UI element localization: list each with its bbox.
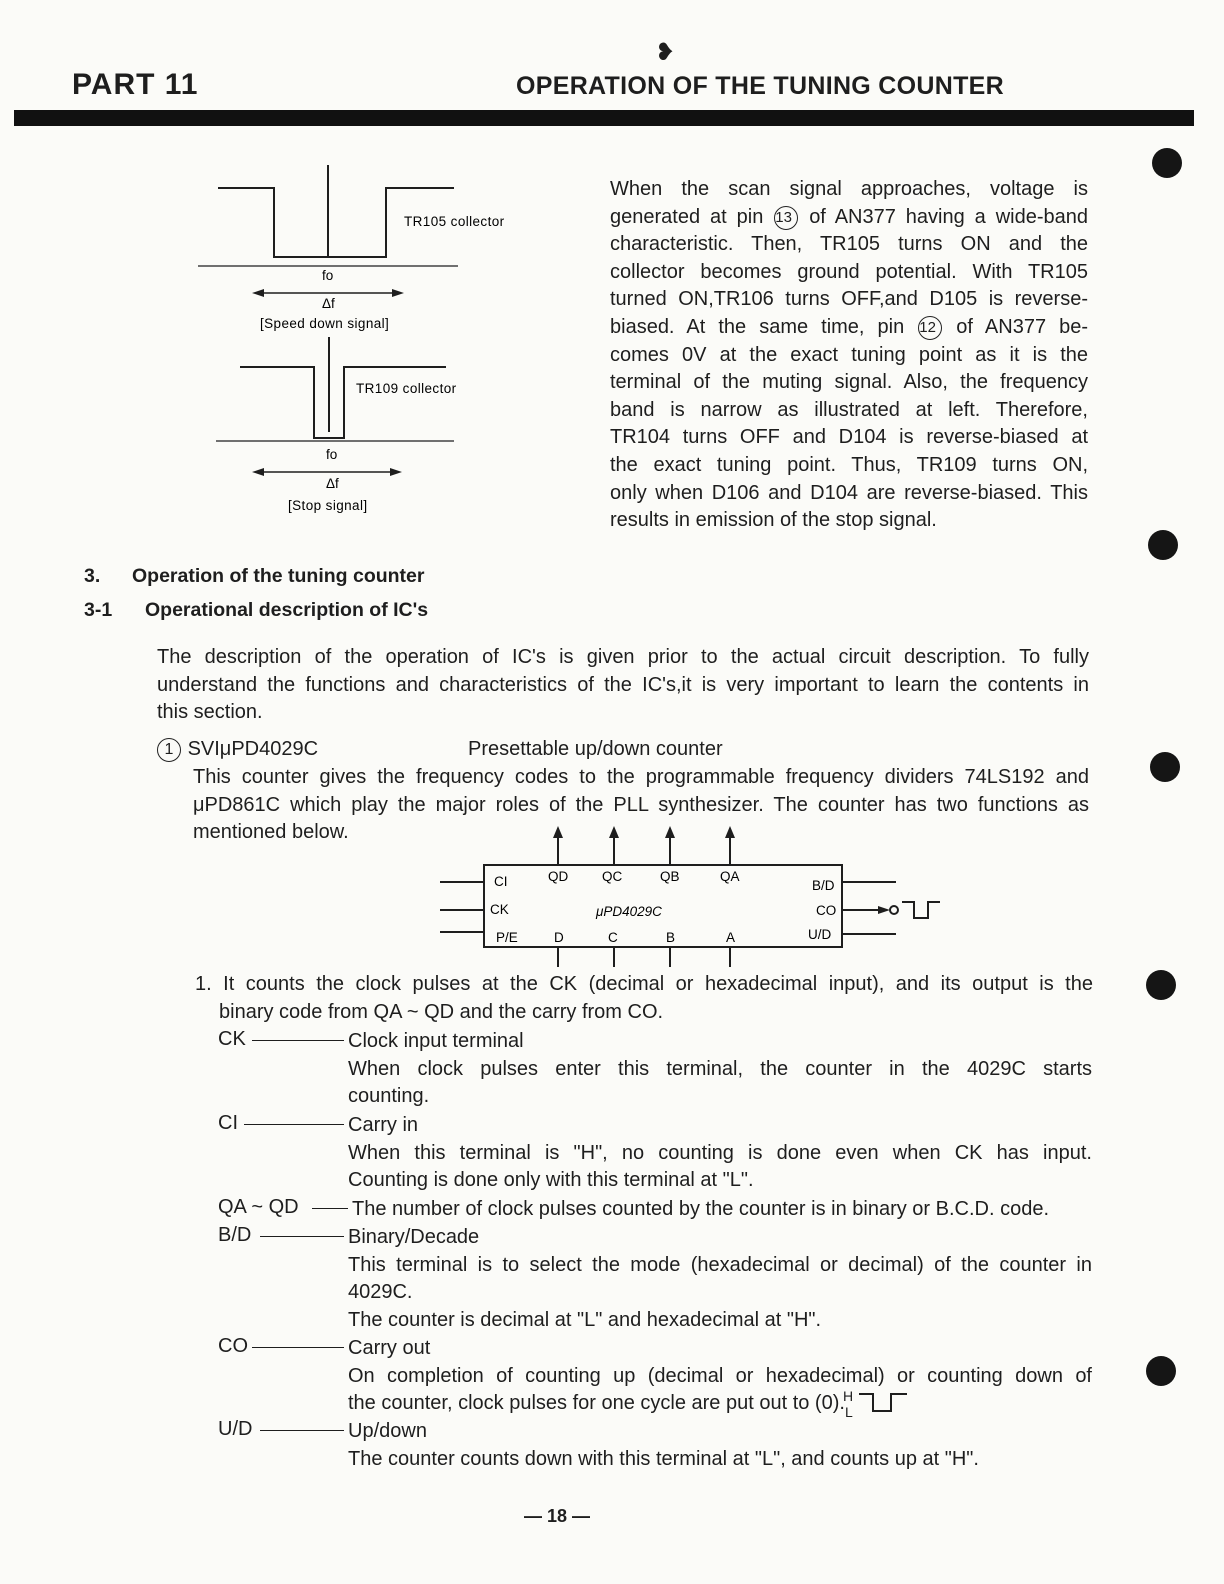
terminal-qa-qd-title: The number of clock pulses counted by the counter is in binary or B.C.D. code. xyxy=(352,1198,1050,1220)
terminal-ck-title: Clock input terminal xyxy=(348,1030,524,1052)
page-title: OPERATION OF THE TUNING COUNTER xyxy=(516,72,1004,100)
terminal-ud-title: Up/down xyxy=(348,1420,427,1442)
chip-diagram xyxy=(436,822,956,972)
function-1 xyxy=(195,971,1093,1026)
speed-caption: [Speed down signal] xyxy=(260,316,390,331)
waveform-diagrams xyxy=(190,160,530,520)
pin-label-qc: QC xyxy=(602,869,623,884)
ic-name: SVIμPD4029C xyxy=(187,738,319,760)
intro-line: terminal of the muting signal. Also, the frequency xyxy=(610,371,1088,394)
pin-label-pe: P/E xyxy=(496,930,518,945)
co-pulse-wave xyxy=(857,1391,917,1415)
top-mark: ❥ xyxy=(655,39,676,66)
terminal-co-line: the counter, clock pulses for one cycle are put out to (0). H L xyxy=(348,1390,1092,1418)
terminal-co-line: On completion of counting up (decimal or hexadecimal) or counting down of xyxy=(348,1364,1092,1387)
intro-line: turned ON,TR106 turns OFF,and D105 is reverse- xyxy=(610,288,1088,311)
terminal-ci-desc xyxy=(348,1112,1092,1195)
stop-delta-label: Δf xyxy=(326,476,339,491)
ic-description xyxy=(157,644,1089,727)
intro-line: When the scan signal approaches, voltage is xyxy=(610,178,1088,200)
terminal-co-leader xyxy=(252,1347,344,1348)
section-3-1-number: 3-1 xyxy=(84,599,113,621)
co-output-pulse xyxy=(902,902,940,918)
terminal-co-name: CO xyxy=(218,1335,248,1357)
pin-label-ci: CI xyxy=(494,874,508,889)
pin-label-d: D xyxy=(554,930,564,945)
co-output-bubble xyxy=(890,906,898,914)
co-pulse-low-label: L xyxy=(844,1404,853,1421)
terminal-ck-desc xyxy=(348,1028,1092,1111)
pin-label-b: B xyxy=(666,930,676,945)
intro-line: characteristic. Then, TR105 turns ON and the xyxy=(610,233,1088,256)
section-3-number: 3. xyxy=(84,565,101,587)
terminal-ci-line: Counting is done only with this terminal at "L". xyxy=(348,1169,754,1192)
terminal-ci-name: CI xyxy=(218,1112,238,1134)
intro-line: biased. At the same time, pin 12 of AN377 be- xyxy=(610,315,1089,338)
ic-function: Presettable up/down counter xyxy=(468,738,723,760)
binder-hole-5 xyxy=(1146,1356,1176,1386)
terminal-bd-line: 4029C. xyxy=(348,1281,413,1304)
terminal-qa-qd-name: QA ~ QD xyxy=(218,1196,299,1218)
section-3-title: Operation of the tuning counter xyxy=(132,565,425,587)
stop-fo-label: fo xyxy=(326,447,338,462)
page-number: — 18 — xyxy=(524,1506,591,1526)
description-line: The description of the operation of IC's is given prior to the actual circuit description. To fully xyxy=(157,646,1089,668)
stop-caption: [Stop signal] xyxy=(288,498,368,513)
pin-label-ud: U/D xyxy=(808,927,832,942)
pin-label-ck: CK xyxy=(490,902,509,917)
terminal-ci-title: Carry in xyxy=(348,1114,419,1136)
ic-intro-line: This counter gives the frequency codes to the programmable frequency dividers 74LS192 and xyxy=(193,766,1089,788)
intro-line: only when D106 and D104 are reverse-biased. This xyxy=(610,481,1088,504)
terminal-ci-leader xyxy=(244,1124,344,1125)
terminal-ud-name: U/D xyxy=(218,1418,253,1440)
speed-fo-label: fo xyxy=(322,268,334,283)
pin-13-marker: 13 xyxy=(774,206,798,230)
pin-label-qd: QD xyxy=(548,869,569,884)
item-number-marker: 1 xyxy=(157,738,181,762)
speed-collector-label: TR105 collector xyxy=(404,214,505,229)
intro-paragraph xyxy=(610,176,1088,535)
pin-label-qb: QB xyxy=(660,869,680,884)
terminal-ck-leader xyxy=(252,1040,344,1041)
co-pulse-high-label: H xyxy=(842,1388,854,1405)
binder-hole-3 xyxy=(1150,752,1180,782)
pin-label-co: CO xyxy=(816,903,837,918)
intro-line: the exact tuning point. Thus, TR109 turns ON, xyxy=(610,453,1088,476)
binder-hole-2 xyxy=(1148,530,1178,560)
terminal-ud-desc xyxy=(348,1418,1092,1473)
co-pulse-symbol xyxy=(842,1388,929,1421)
terminal-ck-name: CK xyxy=(218,1028,246,1050)
intro-line: comes 0V at the exact tuning point as it is the xyxy=(610,343,1088,366)
binder-hole-1 xyxy=(1152,148,1182,178)
terminal-ud-line: The counter counts down with this terminal at "L", and counts up at "H". xyxy=(348,1447,979,1470)
intro-line: results in emission of the stop signal. xyxy=(610,509,937,532)
intro-line: collector becomes ground potential. With TR105 xyxy=(610,260,1088,283)
terminal-bd-line: This terminal is to select the mode (hexadecimal or decimal) of the counter in xyxy=(348,1253,1092,1276)
function-1-line: 1. It counts the clock pulses at the CK (decimal or hexadecimal input), and its output is the xyxy=(195,973,1093,995)
pin-label-c: C xyxy=(608,930,618,945)
terminal-qa-qd-leader xyxy=(312,1208,348,1209)
terminal-bd-name: B/D xyxy=(218,1224,252,1246)
terminal-ci-line: When this terminal is "H", no counting is done even when CK has input. xyxy=(348,1141,1092,1164)
ic-intro-line: μPD861C which play the major roles of the PLL synthesizer. The counter has two functions as xyxy=(193,793,1089,816)
terminal-ck-line: When clock pulses enter this terminal, the counter in the 4029C starts xyxy=(348,1057,1092,1080)
terminal-co-desc xyxy=(348,1335,1092,1421)
terminal-co-title: Carry out xyxy=(348,1337,431,1359)
part-label: PART 11 xyxy=(72,68,199,101)
section-3-1-title: Operational description of IC's xyxy=(145,599,429,621)
pin-label-a: A xyxy=(726,930,736,945)
speed-delta-label: Δf xyxy=(322,296,335,311)
header-rule xyxy=(14,110,1194,126)
stop-waveform xyxy=(240,367,446,438)
terminal-bd-line: The counter is decimal at "L" and hexadecimal at "H". xyxy=(348,1308,822,1331)
ic-heading xyxy=(156,736,318,764)
intro-line: generated at pin 13 of AN377 having a wide-band xyxy=(610,205,1088,228)
binder-hole-4 xyxy=(1146,970,1176,1000)
description-line: this section. xyxy=(157,701,263,724)
pin-label-bd: B/D xyxy=(812,878,835,893)
intro-line: band is narrow as illustrated at left. Therefore, xyxy=(610,398,1088,421)
chip-name: μPD4029C xyxy=(596,904,662,919)
terminal-bd-title: Binary/Decade xyxy=(348,1226,480,1248)
stop-collector-label: TR109 collector xyxy=(356,381,457,396)
terminal-ud-leader xyxy=(260,1430,344,1431)
intro-line: TR104 turns OFF and D104 is reverse-biased at xyxy=(610,426,1088,449)
pin-label-qa: QA xyxy=(720,869,740,884)
function-1-line: binary code from QA ~ QD and the carry from CO. xyxy=(219,1000,664,1023)
pin-12-marker: 12 xyxy=(918,316,942,340)
description-line: understand the functions and characteristics of the IC's,it is very important to learn the contents in xyxy=(157,673,1089,696)
terminal-ck-line: counting. xyxy=(348,1085,430,1108)
terminal-bd-desc xyxy=(348,1224,1092,1334)
terminal-bd-leader xyxy=(260,1236,344,1237)
ic-intro-line: mentioned below. xyxy=(193,821,349,844)
